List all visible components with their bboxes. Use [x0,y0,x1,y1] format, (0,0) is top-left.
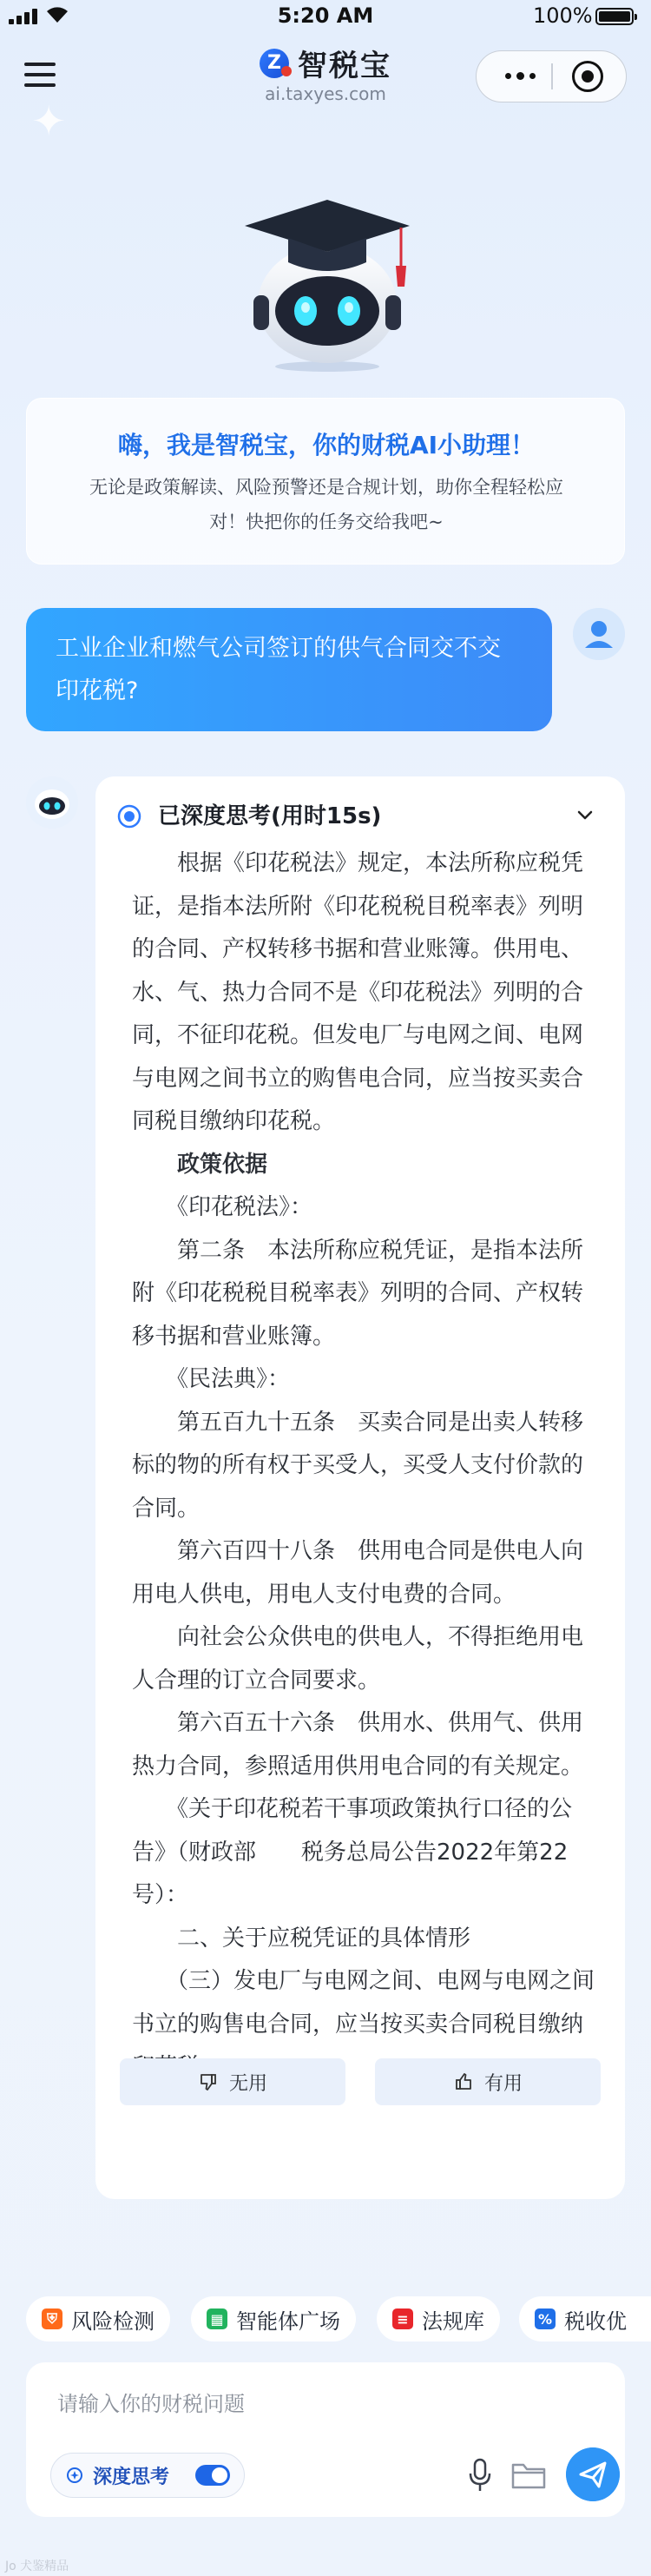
greeting-card [26,398,625,565]
brand-logo-icon: Z [260,49,289,78]
quick-action-label: 税收优 [564,2308,627,2334]
greeting-text-line: 对！快把你的任务交给我吧~ [209,512,444,532]
watermark-text: Jo 犬鉴精品 [5,2559,69,2573]
user-message-bubble[interactable] [26,608,552,731]
greeting-text-line: 无论是政策解读、风险预警还是合规计划，助你全程轻松应 [89,477,563,498]
deep-think-toggle-button[interactable] [50,2453,245,2498]
more-dots-icon[interactable] [497,51,542,101]
app-title: 智税宝 [298,49,391,83]
status-time: 5:20 AM [277,3,374,28]
quick-action-label: 智能体广场 [236,2308,340,2334]
mini-program-capsule [476,50,627,102]
risk-check-icon: ⛨ [42,2308,62,2329]
user-message-line: 工业企业和燃气公司签订的供气合同交不交 [56,635,501,662]
target-close-icon[interactable] [572,61,603,92]
quick-action-label: 法规库 [422,2308,484,2334]
answer-paragraph: 第二条 本法所称应税凭证，是指本法所附《印花税税目税率表》列明的合同、产权转移书据和营业账簿。 [132,1237,584,1350]
quick-action-tax-benefit[interactable] [519,2296,651,2342]
answer-body [132,842,604,2090]
app-domain: ai.taxyes.com [265,83,386,104]
send-button[interactable] [566,2447,620,2501]
folder-icon[interactable] [510,2460,547,2491]
thinking-header[interactable] [116,801,602,832]
answer-heading: 政策依据 [132,1151,268,1178]
law-book-icon: ≡ [392,2308,413,2329]
deep-think-switch[interactable] [195,2465,230,2486]
user-message-line: 印花税? [56,677,139,704]
quick-action-law-library[interactable] [377,2296,500,2342]
tax-benefit-icon: % [535,2308,556,2329]
robot-mascot-icon [236,200,418,373]
status-bar [0,0,651,35]
answer-paragraph: 《关于印花税若干事项政策执行口径的公告》（财政部 税务总局公告2022年第22号）： [132,1796,573,1908]
answer-paragraph: 第五百九十五条 买卖合同是出卖人转移标的物的所有权于买受人，买受人支付价款的合同。 [132,1409,584,1522]
question-input[interactable] [57,2387,578,2421]
agent-grid-icon: ▦ [207,2308,227,2329]
greeting-title: 嗨，我是智税宝，你的财税AI小助理！ [117,431,536,459]
answer-paragraph: 《印花税法》： [132,1194,313,1220]
composer [26,2362,625,2517]
dislike-button[interactable] [120,2058,345,2105]
answer-paragraph: 根据《印花税法》规定，本法所称应税凭证，是指本法所附《印花税税目税率表》列明的合同、产权转移书据和营业账簿。供用电、水、气、热力合同不是《印花税法》列明的合同，不征印花税。但发电厂与电网之间、电网与电网之间书立的购售电合同，应当按买卖合同税目缴纳印花税。 [132,850,584,1134]
chevron-down-icon[interactable] [575,804,595,825]
quick-action-agent-square[interactable] [191,2296,356,2342]
bot-avatar-icon [26,776,78,829]
bot-answer-card [95,776,625,2199]
user-avatar-icon[interactable] [573,608,625,660]
quick-action-label: 风险检测 [71,2308,155,2334]
battery-icon [595,8,634,25]
quick-action-risk-check[interactable] [26,2296,170,2342]
deep-think-spark-icon [65,2466,84,2485]
answer-paragraph: 二、关于应税凭证的具体情形 [132,1925,471,1952]
thinking-label: 已深度思考(用时15s) [158,803,382,829]
greeting-text [49,470,603,539]
thumbs-down-icon [198,2071,219,2092]
sparkle-decoration-icon: ✦ [31,97,67,146]
deep-think-icon [116,803,142,829]
answer-paragraph: 向社会公众供电的供电人，不得拒绝用电人合理的订立合同要求。 [132,1624,584,1694]
dislike-label: 无用 [228,2072,267,2095]
answer-paragraph: 第六百五十六条 供用水、供用气、供用热力合同，参照适用供用电合同的有关规定。 [132,1710,584,1780]
deep-think-label: 深度思考 [93,2466,170,2488]
answer-paragraph: 第六百四十八条 供用电合同是供电人向用电人供电，用电人支付电费的合同。 [132,1538,584,1608]
like-label: 有用 [483,2072,523,2095]
microphone-icon[interactable] [467,2458,493,2493]
thumbs-up-icon [453,2071,474,2092]
like-button[interactable] [375,2058,601,2105]
answer-paragraph: （三）发电厂与电网之间、电网与电网之间书立的购售电合同，应当按买卖合同税目缴纳 [132,1968,595,2038]
capsule-divider [551,63,553,89]
battery-percent: 100% [533,3,593,28]
answer-paragraph: 《民法典》： [132,1366,291,1392]
